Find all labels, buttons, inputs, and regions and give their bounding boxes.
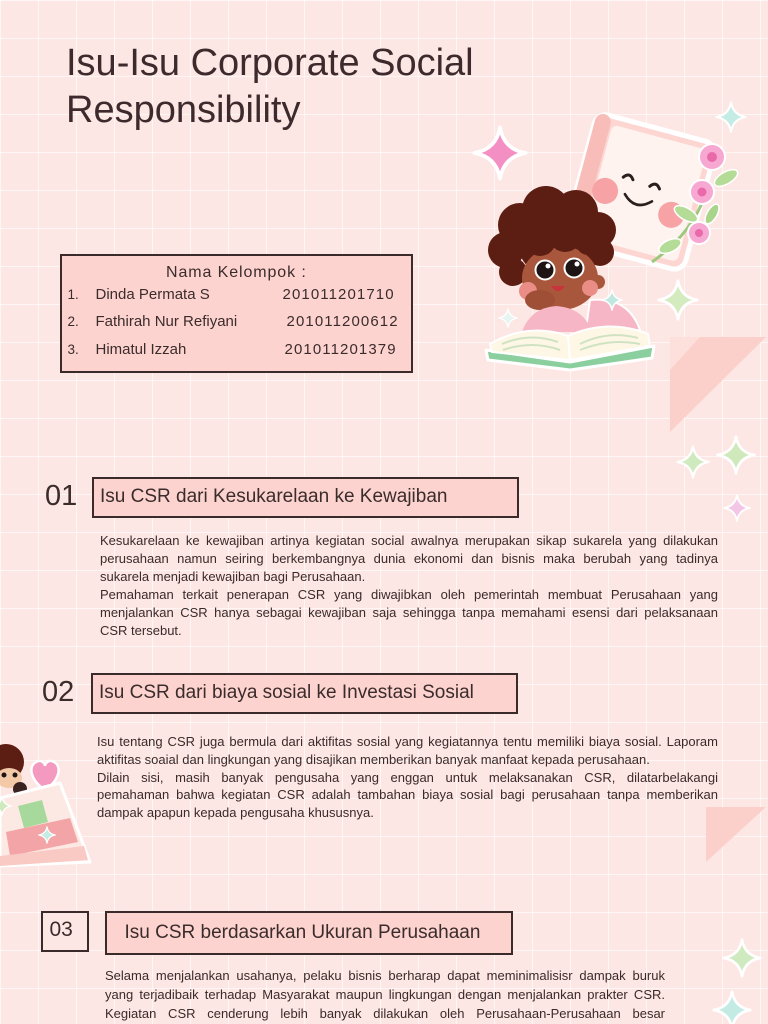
section-body <box>100 532 718 640</box>
section-number: 02 <box>42 676 75 708</box>
member-row <box>62 312 411 332</box>
member-row <box>62 285 411 305</box>
sparkle-icon <box>716 102 745 131</box>
section-body <box>97 733 718 822</box>
member-number: 3. <box>67 341 79 357</box>
sparkle-icon <box>659 281 698 320</box>
sparkle-icon <box>718 437 755 474</box>
paragraph-line: menjalankan CSR hanya sebagai kewajiban saja sehingga tanpa memahami esensi dari pelaksanaan <box>100 605 718 620</box>
sparkle-icon <box>474 127 525 178</box>
paragraph-line: Pemahaman terkait penerapan CSR yang diwajibkan oleh pemerintah membuat Perusahaan yang <box>100 587 718 602</box>
section-number: 01 <box>45 480 78 512</box>
sparkle-icon <box>677 446 708 477</box>
paragraph-line: aktifitas soaial dan lingkungan yang disajikan memberikan banyak manfaat kepada perusahaan. <box>97 751 650 767</box>
sparkle-icon <box>714 992 751 1024</box>
sparkle-icon <box>724 495 750 521</box>
paragraph-line: Kegiatan CSR cenderung lebih banyak dilakukan oleh Perusahaan-Perusahaan besar <box>105 1006 665 1021</box>
page-title-line: Responsibility <box>66 89 301 131</box>
member-id: 201011201379 <box>284 340 397 358</box>
sparkle-icon <box>499 309 517 327</box>
member-name: Dinda Permata S <box>95 285 210 303</box>
paragraph-line: pemahaman bahwa kegiatan CSR adalah tambahan biaya sosial bagi perusahaan tanpa memberikan <box>97 787 718 803</box>
paragraph-line: CSR tersebut. <box>100 623 182 638</box>
sticker-illustration <box>0 744 90 866</box>
section-body <box>105 966 665 1023</box>
paragraph-line: Isu tentang CSR juga bermula dari aktifitas sosial yang kegiatannya tentu memiliki biaya sosial. Laporam <box>97 734 718 749</box>
member-id: 201011201710 <box>282 285 395 303</box>
member-number: 1. <box>67 286 79 302</box>
member-name: Fathirah Nur Refiyani <box>95 312 238 330</box>
section-heading: Isu CSR dari biaya sosial ke Investasi Sosial <box>91 673 518 714</box>
group-members-box <box>60 254 413 373</box>
section-heading: Isu CSR berdasarkan Ukuran Perusahaan <box>105 911 513 955</box>
member-id: 201011200612 <box>286 312 399 330</box>
paragraph-line: dampak apapun kepada pengusaha khususnya. <box>97 805 374 821</box>
paragraph-line: Dilain sisi, masih banyak pengusaha yang enggan untuk melaksanakan CSR, dilatarbelakangi <box>97 769 718 785</box>
paragraph-line: Selama menjalankan usahanya, pelaku bisnis berharap dapat meminimalisisr dampak buruk <box>105 968 665 983</box>
page-title-line: Isu-Isu Corporate Social <box>66 42 474 84</box>
page-title <box>66 40 474 134</box>
paragraph-line: yang terjadibaik terhadap Masyarakat maupun lingkungan dengan menjalankan prakter CSR. <box>105 987 665 1002</box>
member-number: 2. <box>67 313 79 329</box>
paragraph-line: Kesukarelaan ke kewajiban artinya kegiatan social awalnya merupakan sikap sukarela yang dilakukan <box>100 533 718 548</box>
paragraph-line: perusahaan namun seiring berkembangnya dunia ekonomi dan bisnis maka berubah yang tadinya <box>100 551 718 566</box>
sparkle-icon <box>724 940 761 977</box>
paragraph-line: sukarela menjadi kewajiban bagi Perusahaan. <box>100 569 366 584</box>
section-heading: Isu CSR dari Kesukarelaan ke Kewajiban <box>92 477 519 518</box>
section-number: 03 <box>41 911 89 952</box>
group-heading: Nama Kelompok : <box>166 264 307 281</box>
member-name: Himatul Izzah <box>95 340 187 358</box>
member-row <box>62 340 411 360</box>
